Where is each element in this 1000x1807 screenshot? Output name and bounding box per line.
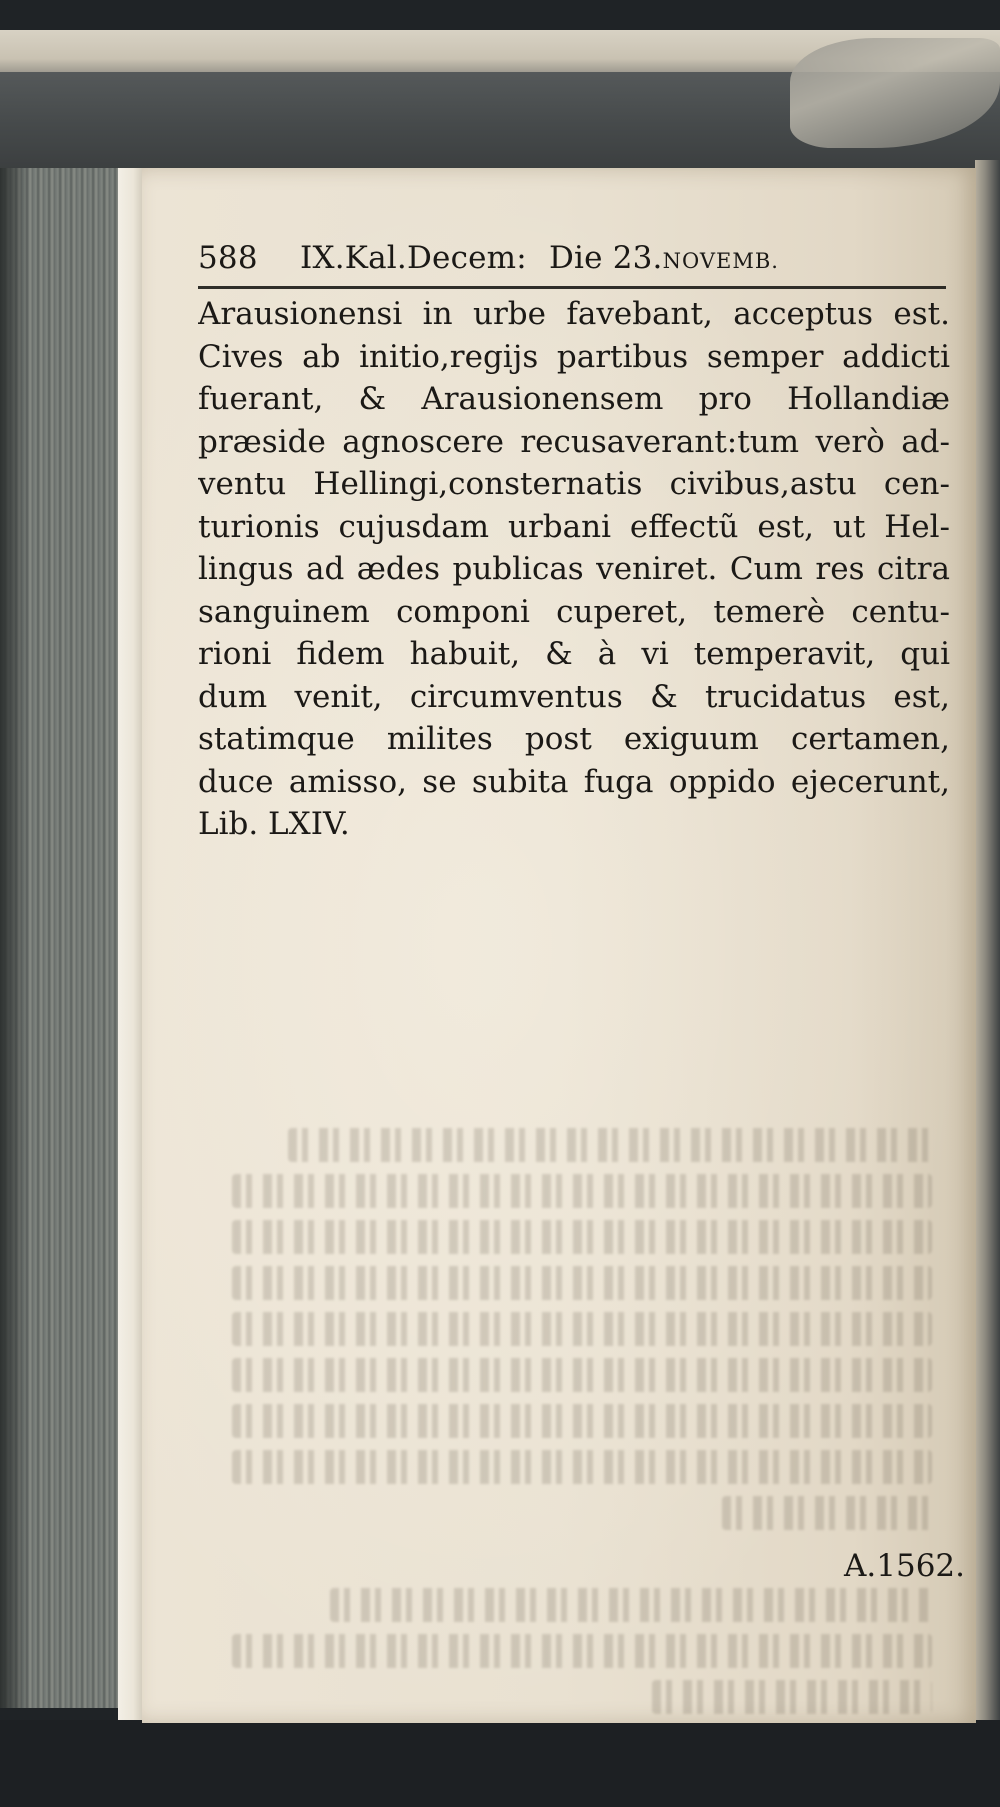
body-line: statimque milites post exiguum certamen,	[198, 721, 950, 757]
book-page	[142, 168, 976, 1723]
running-head-day	[549, 240, 779, 276]
body-line: duce amisso, se subita fuga oppido ejecerunt,	[198, 763, 950, 800]
book-reference: Lib. LXIV.	[198, 806, 350, 842]
body-line: fuerant, & Arausionensem pro Hollandiæ	[198, 381, 950, 417]
book-right-edge	[975, 160, 1000, 1740]
body-line: lingus ad ædes publicas veniret. Cum res citra	[198, 551, 950, 587]
catchword: A.1562.	[844, 1548, 965, 1584]
show-through-text	[232, 1128, 932, 1728]
body-line: præside agnoscere recusaverant:tum verò ad-	[198, 423, 950, 460]
bottom-shadow	[0, 1720, 1000, 1807]
body-line: sanguinem componi cuperet, temerè centu-	[198, 593, 950, 630]
page-number: 588	[198, 240, 258, 276]
body-line: dum venit, circumventus & trucidatus est,	[198, 678, 950, 715]
page-edges-shadow	[0, 168, 30, 1708]
running-head-date: IX.Kal.Decem:	[300, 240, 527, 276]
body-line: Cives ab initio,regijs partibus semper addicti	[198, 338, 950, 375]
body-line: turionis cujusdam urbani effectũ est, ut Hel-	[198, 508, 950, 545]
body-line: ventu Hellingi,consternatis civibus,astu cen-	[198, 466, 950, 502]
running-head-month: NOVEMB.	[662, 249, 779, 273]
body-line: rioni fidem habuit, & à vi temperavit, qui	[198, 636, 950, 672]
running-head-day-main: Die 23.	[548, 240, 663, 276]
body-line: Arausionensi in urbe favebant, acceptus est.	[198, 296, 950, 332]
page-gutter	[118, 168, 144, 1723]
head-rule	[198, 286, 946, 289]
running-head	[198, 240, 958, 284]
page-text	[198, 240, 958, 846]
